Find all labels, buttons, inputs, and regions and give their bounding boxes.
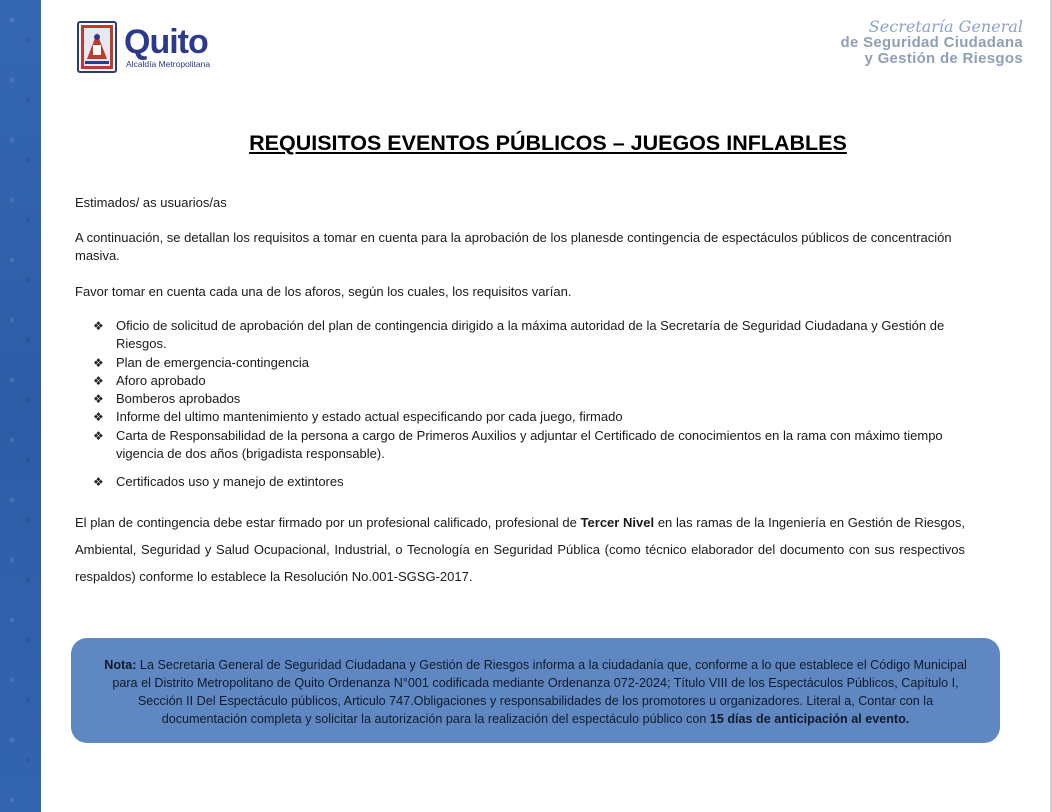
intro-paragraph: A continuación, se detallan los requisitos a tomar en cuenta para la aprobación de los planesde contingencia de espectáculos públicos de concentración masiva. (75, 230, 952, 263)
diamond-bullet-icon: ❖ (93, 428, 104, 443)
note-bold-end: 15 días de anticipación al evento. (709, 712, 910, 726)
list-item-text: Plan de emergencia-contingencia (116, 354, 309, 370)
secretaria-line-1: de Seguridad Ciudadana (840, 34, 1023, 51)
note-label: Nota: (104, 658, 137, 672)
list-item-text: Certificados uso y manejo de extintores (116, 474, 344, 490)
plan-paragraph (75, 509, 965, 590)
list-item (93, 317, 973, 354)
plan-text-a: El plan de contingencia debe estar firmado por un profesional calificado, profesional de (75, 515, 581, 530)
list-item (93, 390, 973, 408)
aforo-paragraph: Favor tomar en cuenta cada una de los aforos, según los cuales, los requisitos varían. (75, 284, 572, 299)
diamond-bullet-icon: ❖ (93, 319, 104, 333)
logo-subtitle: Alcaldía Metropolitana (126, 59, 211, 69)
list-item (93, 427, 973, 464)
diamond-bullet-icon: ❖ (93, 410, 104, 425)
list-item-text: Oficio de solicitud de aprobación del plan de contingencia dirigido a la máxima autoridad de la Secretaría de Seguridad Ciudadana y Gestión de Riesgos. (116, 318, 945, 352)
list-item (93, 372, 973, 390)
coat-of-arms-icon (77, 21, 117, 73)
list-item-text: Aforo aprobado (116, 372, 206, 388)
list-item-text: Bomberos aprobados (116, 391, 241, 407)
greeting: Estimados/ as usuarios/as (75, 195, 227, 210)
secretaria-line-2: y Gestión de Riesgos (864, 50, 1023, 67)
list-item (93, 354, 973, 372)
diamond-bullet-icon: ❖ (93, 392, 104, 407)
secretaria-script: Secretaría General (868, 17, 1023, 36)
diamond-bullet-icon: ❖ (93, 373, 104, 388)
list-item-text: Carta de Responsabilidad de la persona a cargo de Primeros Auxilios y adjuntar el Certificado de conocimientos en la rama con máximo tiempo vigencia de dos años (brigadista responsable). (116, 427, 943, 462)
side-decoration-band (0, 0, 41, 812)
secretaria-header (841, 18, 1023, 67)
diamond-bullet-icon: ❖ (93, 355, 104, 370)
diamond-bullet-icon: ❖ (93, 475, 104, 490)
list-item (93, 473, 973, 491)
list-item-text: Informe del ultimo mantenimiento y estado actual especificando por cada juego, firmado (116, 409, 623, 425)
note-text: La Secretaria General de Seguridad Ciudadana y Gestión de Riesgos informa a la ciudadanía que, conforme a lo que establece el Código Municipal para el Distrito Metropolitano de Quito Ordenanza N°001 codificada mediante Ordenanza 072-2024; Título VIII de los Espectáculos Públicos, Capítulo I, Sección II Del Espectáculo públicos, Articulo 747.Obligaciones y responsabilidades de los promotores u organizadores. Literal a, Contar con la documentación completa y solicitar la autorización para la realización del espectáculo público con (112, 658, 967, 726)
list-item (93, 408, 973, 426)
plan-text-b: en las ramas de la Ingeniería en Gestión de Riesgos, Ambiental, Seguridad y Salud Ocupacional, Industrial, o Tecnología en Seguridad Pública (como técnico elaborador del documento con sus respectivos respaldos) conforme lo establece la Resolución No.001-SGSG-2017. (75, 515, 966, 584)
document-title: REQUISITOS EVENTOS PÚBLICOS – JUEGOS INFLABLES (249, 131, 847, 155)
quito-logo (77, 20, 210, 74)
note-box (71, 638, 1000, 743)
requirements-list (93, 317, 973, 492)
logo-name: Quito (124, 23, 208, 61)
plan-text-bold: Tercer Nivel (580, 515, 655, 530)
